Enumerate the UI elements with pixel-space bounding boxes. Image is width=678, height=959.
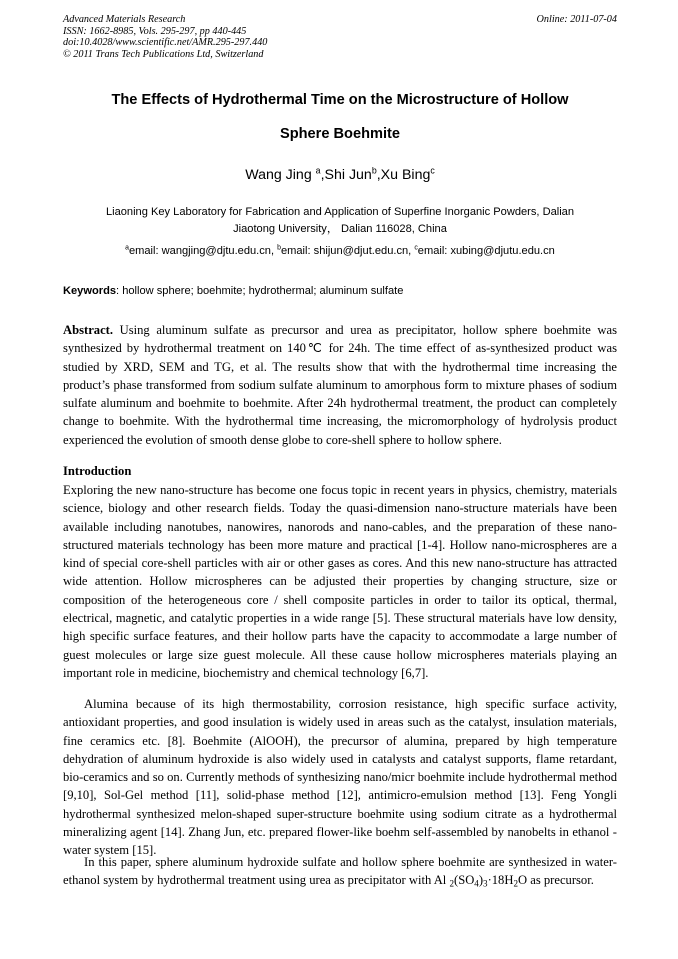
- subscript: 2: [513, 878, 518, 889]
- affiliation: [63, 204, 617, 237]
- author-list: [63, 166, 617, 184]
- email-list: [63, 244, 617, 259]
- email-marker: c: [414, 244, 418, 252]
- paragraph-text: (SO: [454, 873, 475, 888]
- author-name: ,Shi Jun: [320, 167, 372, 183]
- journal-issn: ISSN: 1662-8985, Vols. 295-297, pp 440-445: [63, 25, 247, 37]
- journal-copyright: © 2011 Trans Tech Publications Ltd, Switzerland: [63, 48, 264, 60]
- email-link[interactable]: email: shijun@djut.edu.cn,: [280, 245, 415, 257]
- subscript: 3: [483, 878, 488, 889]
- paragraph-text: In this paper, sphere aluminum hydroxide sulfate and hollow sphere boehmite are synthesized in water-ethanol system by hydrothermal treatment using urea as precipitator with Al: [63, 855, 617, 888]
- abstract: [63, 321, 617, 449]
- abstract-label: Abstract.: [63, 323, 114, 337]
- paragraph-text: O as precursor.: [517, 873, 594, 888]
- journal-header: [63, 14, 617, 60]
- author-marker: a: [315, 165, 321, 176]
- email-link[interactable]: email: xubing@djutu.edu.cn: [417, 245, 555, 257]
- paragraph: [63, 853, 617, 890]
- keywords-label: Keywords: [63, 285, 117, 297]
- affiliation-line: Liaoning Key Laboratory for Fabrication and Application of Superfine Inorganic Powders, Dalian: [105, 206, 575, 218]
- author-name: ,Xu Bing: [376, 167, 431, 183]
- paper-title-line-2: Sphere Boehmite: [279, 126, 401, 142]
- keywords: [63, 284, 617, 299]
- subscript: 4: [474, 878, 479, 889]
- paragraph-text: ): [478, 873, 484, 888]
- author-marker: c: [430, 165, 435, 176]
- paragraph: Alumina because of its high thermostability, corrosion resistance, high specific surface activity, antioxidant properties, and good insulation is widely used in areas such as the catalyst, insulation materials, fine ceramics etc. [8]. Boehmite (AlOOH), the precursor of alumina, prepared by high temperature dehydration of aluminum hydroxide is also widely used in catalysts and catalyst supports, flame retardant, bio-ceramics and so on. Currently methods of synthesizing nano/micr boehmite include hydrothermal method [9,10], Sol-Gel method [11], solid-phase method [12], antimicro-emulsion method [13]. Feng Yongli hydrothermal synthesized melon-shaped super-structure boehmite using sodium citrate as a hydrothermal mineralizing agent [14]. Zhang Jun, etc. prepared flower-like boehm self-assembled by nanobelts in ethanol - water system [15].: [63, 697, 617, 858]
- author-name: Wang Jing: [245, 167, 316, 183]
- author-marker: b: [371, 165, 377, 176]
- paper-title-line-1: The Effects of Hydrothermal Time on the Microstructure of Hollow: [111, 92, 569, 108]
- journal-name: Advanced Materials Research: [63, 14, 186, 25]
- paragraph-text: ·18H: [487, 873, 514, 888]
- subscript: 2: [449, 878, 454, 889]
- online-date: Online: 2011-07-04: [536, 14, 617, 25]
- email-marker: b: [277, 244, 281, 252]
- keywords-text: : hollow sphere; boehmite; hydrothermal; aluminum sulfate: [116, 285, 404, 297]
- email-link[interactable]: email: wangjing@djtu.edu.cn,: [128, 245, 278, 257]
- paragraph: Exploring the new nano-structure has become one focus topic in recent years in physics, chemistry, materials science, biology and other research fields. Today the quasi-dimension nano-structure materials have been available including nanotubes, nanowires, nanorods and nano-cables, and the preparation of these nano-structured materials technology has been more mature and practical [1-4]. Hollow nano-microspheres are a kind of special core-shell particles with air or other gases as cores. And this new nano-structure has attracted wide attention. Hollow microspheres can be adjusted their properties by changing structure, size or composition of the heterogeneous core / shell composite particles in order to tailor its optical, thermal, electrical, magnetic, and catalytic properties in a wide range [5]. These structural materials have low density, high specific surface features, and their hollow parts have the capacity to accommodate a large number of guest molecules or large size guest molecule. All these cause hollow microspheres materials playing an important role in medicine, biochemistry and chemical technology [6,7].: [63, 483, 617, 680]
- abstract-text: Using aluminum sulfate as precursor and urea as precipitator, hollow sphere boehmite was synthesized by hydrothermal treatment on 140℃ for 24h. The time effect of as-synthesized product was studied by XRD, SEM and TG, et al. The results show that with the hydrothermal time increasing the product’s phase transformed from sodium sulfate aluminum to amorphous form to mixture phases of sodium sulfate aluminum and boehmite to boehmite. After 24h hydrothermal treatment, the product can completely change to boehmite. With the hydrothermal time increasing, the micromorphology of hydrolysis product experienced the evolution of smooth dense globe to core-shell sphere to hollow sphere.: [63, 323, 617, 447]
- journal-doi: doi:10.4028/www.scientific.net/AMR.295-297.440: [63, 37, 268, 49]
- section-heading-introduction: Introduction: [63, 464, 132, 478]
- affiliation-line: Jiaotong University， Dalian 116028, China: [233, 222, 447, 235]
- email-marker: a: [125, 244, 129, 252]
